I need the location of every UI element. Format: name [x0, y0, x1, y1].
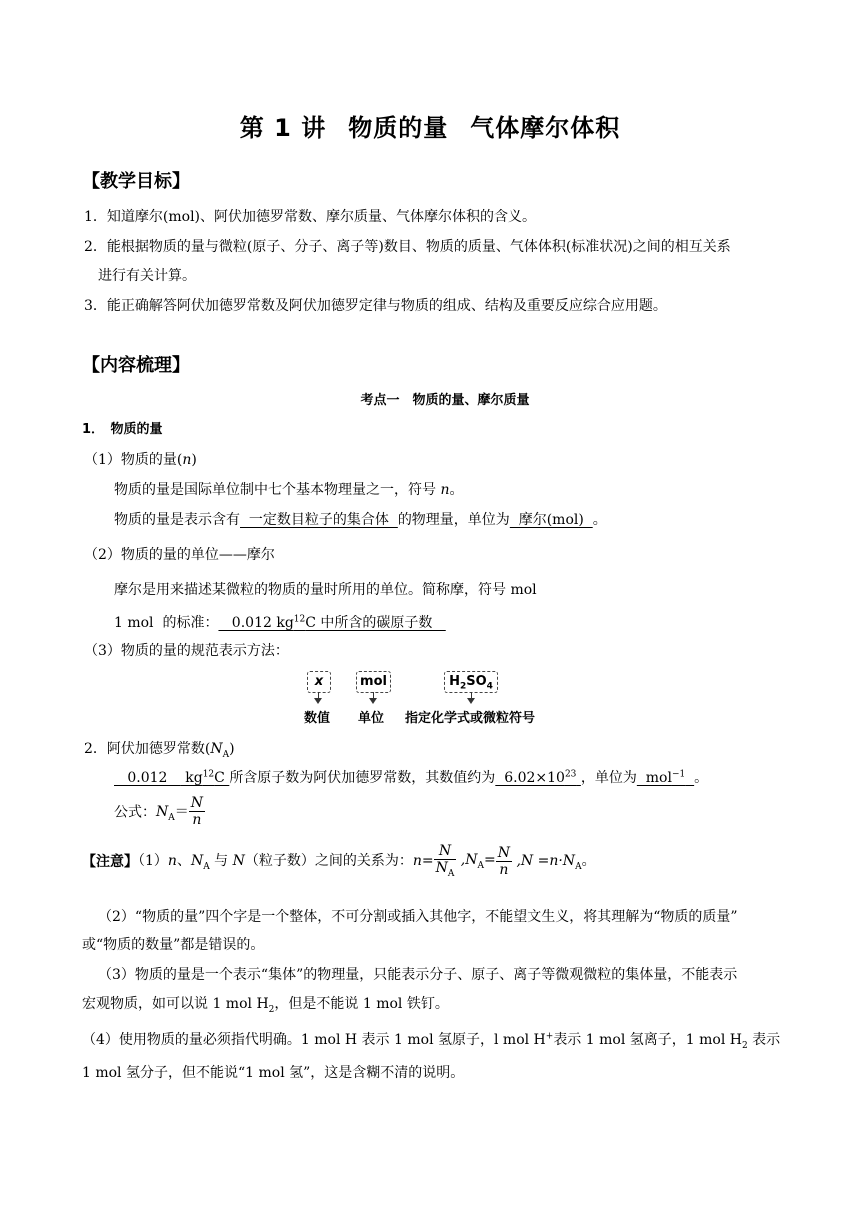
- note-2-line2: 或“物质的数量”都是错误的。: [82, 937, 265, 953]
- fill-blank: 0.012 $kg^{12}C$ 中所含的碳原子数: [218, 614, 446, 631]
- fill-blank: mol$^{-1}$: [636, 769, 686, 786]
- goal-item-continued: 进行有关计算。: [98, 268, 196, 284]
- paragraph: 1 mol 的标准： 0.012 $kg^{12}C$ 中所含的碳原子数: [114, 614, 446, 631]
- fill-blank: 一定数目粒子的集合体: [240, 512, 398, 528]
- arrowhead-icon: [314, 698, 322, 704]
- unit-box: mol: [356, 671, 391, 693]
- formula-na: 公式：$N_A=$ $\frac{N}{n}$: [114, 795, 203, 829]
- arrowhead-icon: [467, 698, 475, 704]
- section-heading-goals: 【教学目标】: [82, 171, 190, 192]
- formula-box: $H_2SO_4$: [444, 671, 498, 693]
- fill-blank: 摩尔(mol): [509, 512, 593, 528]
- item-1-1: （1）物质的量(n): [84, 452, 197, 468]
- goal-item: 2．能根据物质的量与微粒(原子、分子、离子等)数目、物质的质量、气体体积(标准状况)之间的相互关系: [84, 239, 731, 255]
- label-value: 数值: [304, 711, 331, 726]
- note-3-line2: 宏观物质，如可以说 1 mol $H_2$，但是不能说 1 mol 铁钉。: [82, 996, 449, 1015]
- paragraph: 0.012 $kg^{12}C$ 所含原子数为阿伏加德罗常数，其数值约为 $6.02\times 10^{23}$ ，单位为 mol$^{-1}$ 。: [114, 769, 709, 786]
- goal-item: 1．知道摩尔(mol)、阿伏加德罗常数、摩尔质量、气体摩尔体积的含义。: [84, 209, 537, 225]
- paragraph: 摩尔是用来描述某微粒的物质的量时所用的单位。简称摩，符号 mol: [114, 582, 537, 598]
- fill-blank: $kg^{12}C$: [180, 769, 230, 786]
- note-4-line1: （4）使用物质的量必须指代明确。1 mol H 表示 1 mol 氢原子，l mol H+表示 1 mol 氢离子，1 mol $H_2$ 表示: [82, 1031, 781, 1051]
- page-title: 第 1 讲 物质的量 气体摩尔体积: [239, 114, 621, 142]
- paragraph: 物质的量是表示含有 一定数目粒子的集合体 的物理量，单位为 摩尔(mol) 。: [114, 512, 607, 528]
- note-2-line1: （2）“物质的量”四个字是一个整体，不可分割或插入其他字，不能望文生义，将其理解为“物质的质量”: [98, 909, 738, 925]
- section-heading-content: 【内容梳理】: [82, 355, 190, 376]
- note-4-line2: 1 mol 氢分子，但不能说“1 mol 氢”，这是含糊不清的说明。: [82, 1065, 465, 1081]
- subsection-1: 1． 物质的量: [82, 422, 163, 437]
- label-formula: 指定化学式或微粒符号: [405, 711, 536, 726]
- subsection-2: 2．阿伏加德罗常数$(N_A)$: [84, 741, 235, 760]
- value-box: x: [307, 671, 331, 693]
- goal-item: 3．能正确解答阿伏加德罗常数及阿伏加德罗定律与物质的组成、结构及重要反应综合应用题。: [84, 298, 667, 314]
- item-1-3: （3）物质的量的规范表示方法：: [84, 643, 289, 659]
- arrowhead-icon: [369, 698, 377, 704]
- kaodian-heading: 考点一 物质的量、摩尔质量: [360, 393, 530, 408]
- paragraph: 物质的量是国际单位制中七个基本物理量之一，符号 n。: [114, 482, 464, 498]
- note-3-line1: （3）物质的量是一个表示“集体”的物理量，只能表示分子、原子、离子等微观微粒的集体量，不能表示: [98, 967, 738, 983]
- note-1: 【注意】（1）n、$N_A$ 与 N（粒子数）之间的关系为：n= $\frac{N}{N_A}$ $,N_A=$ $\frac{N}{n}$ $,N =n\cdot N_A$。: [82, 843, 596, 879]
- fill-blank: 0.012: [114, 770, 181, 786]
- label-unit: 单位: [358, 711, 385, 726]
- item-1-2: （2）物质的量的单位——摩尔: [84, 547, 275, 563]
- fill-blank: $6.02\times 10^{23}$: [495, 769, 577, 786]
